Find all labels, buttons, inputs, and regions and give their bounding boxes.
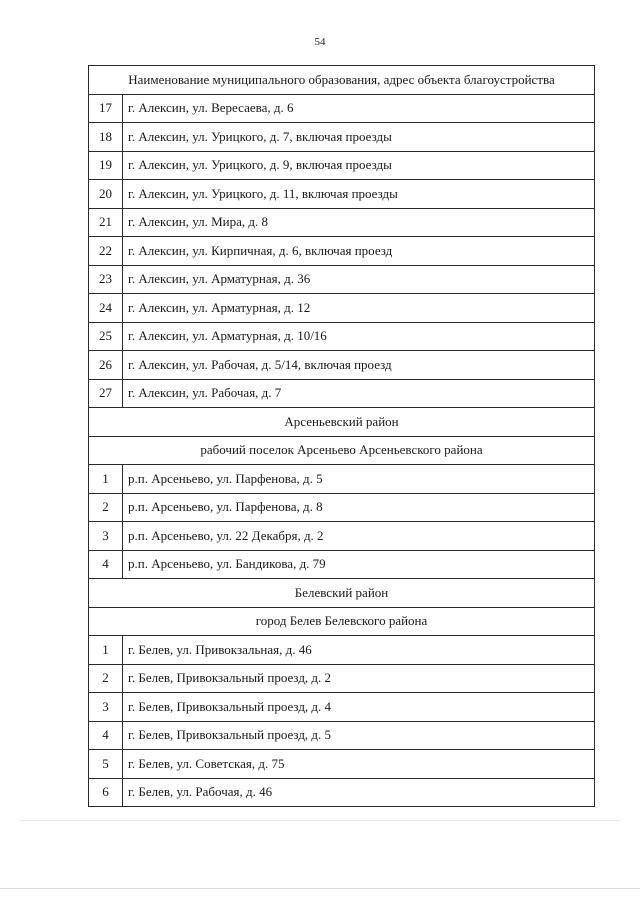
object-address: г. Белев, Привокзальный проезд, д. 2 — [123, 664, 595, 693]
table-row — [89, 693, 595, 722]
section-row — [89, 408, 595, 437]
row-number: 22 — [89, 237, 123, 266]
section-row — [89, 579, 595, 608]
row-number: 27 — [89, 379, 123, 408]
table-row — [89, 294, 595, 323]
row-number: 3 — [89, 693, 123, 722]
table-row — [89, 94, 595, 123]
object-address: г. Белев, ул. Привокзальная, д. 46 — [123, 636, 595, 665]
row-number: 3 — [89, 522, 123, 551]
object-address: г. Алексин, ул. Урицкого, д. 9, включая проезды — [123, 151, 595, 180]
row-number: 1 — [89, 636, 123, 665]
row-number: 5 — [89, 750, 123, 779]
table-header-row — [89, 66, 595, 95]
section-row — [89, 607, 595, 636]
table-row — [89, 123, 595, 152]
table-header: Наименование муниципального образования, адрес объекта благоустройства — [89, 66, 595, 95]
table-row — [89, 151, 595, 180]
row-number: 2 — [89, 664, 123, 693]
row-number: 25 — [89, 322, 123, 351]
table-row — [89, 721, 595, 750]
row-number: 2 — [89, 493, 123, 522]
row-number: 1 — [89, 465, 123, 494]
row-number: 4 — [89, 550, 123, 579]
row-number: 21 — [89, 208, 123, 237]
object-address: г. Белев, ул. Советская, д. 75 — [123, 750, 595, 779]
section-label: рабочий поселок Арсеньево Арсеньевского района — [89, 436, 595, 465]
row-number: 18 — [89, 123, 123, 152]
object-address: г. Алексин, ул. Арматурная, д. 36 — [123, 265, 595, 294]
object-address: г. Алексин, ул. Урицкого, д. 7, включая проезды — [123, 123, 595, 152]
object-address: р.п. Арсеньево, ул. Парфенова, д. 8 — [123, 493, 595, 522]
table-row — [89, 208, 595, 237]
row-number: 19 — [89, 151, 123, 180]
table-row — [89, 351, 595, 380]
table-row — [89, 322, 595, 351]
table-row — [89, 636, 595, 665]
object-address: г. Алексин, ул. Мира, д. 8 — [123, 208, 595, 237]
row-number: 4 — [89, 721, 123, 750]
object-address: р.п. Арсеньево, ул. Парфенова, д. 5 — [123, 465, 595, 494]
object-address: г. Алексин, ул. Рабочая, д. 7 — [123, 379, 595, 408]
section-label: Арсеньевский район — [89, 408, 595, 437]
table-row — [89, 180, 595, 209]
table-row — [89, 379, 595, 408]
row-number: 20 — [89, 180, 123, 209]
table-row — [89, 265, 595, 294]
row-number: 17 — [89, 94, 123, 123]
table-row — [89, 550, 595, 579]
scan-artifact-line — [0, 888, 640, 889]
table-row — [89, 465, 595, 494]
section-label: Белевский район — [89, 579, 595, 608]
page-number: 54 — [314, 36, 326, 48]
section-row — [89, 436, 595, 465]
row-number: 26 — [89, 351, 123, 380]
object-address: г. Белев, Привокзальный проезд, д. 4 — [123, 693, 595, 722]
scan-artifact-line — [20, 820, 620, 821]
table-row — [89, 522, 595, 551]
object-address: р.п. Арсеньево, ул. Бандикова, д. 79 — [123, 550, 595, 579]
object-address: г. Алексин, ул. Арматурная, д. 10/16 — [123, 322, 595, 351]
row-number: 23 — [89, 265, 123, 294]
object-address: г. Алексин, ул. Вересаева, д. 6 — [123, 94, 595, 123]
object-address: г. Алексин, ул. Арматурная, д. 12 — [123, 294, 595, 323]
object-address: г. Белев, Привокзальный проезд, д. 5 — [123, 721, 595, 750]
table-row — [89, 237, 595, 266]
object-address: г. Алексин, ул. Рабочая, д. 5/14, включая проезд — [123, 351, 595, 380]
improvement-objects-table — [88, 65, 595, 807]
table-row — [89, 750, 595, 779]
row-number: 24 — [89, 294, 123, 323]
object-address: р.п. Арсеньево, ул. 22 Декабря, д. 2 — [123, 522, 595, 551]
table-row — [89, 493, 595, 522]
table-row — [89, 664, 595, 693]
section-label: город Белев Белевского района — [89, 607, 595, 636]
object-address: г. Алексин, ул. Урицкого, д. 11, включая проезды — [123, 180, 595, 209]
object-address: г. Белев, ул. Рабочая, д. 46 — [123, 778, 595, 807]
table-body — [89, 94, 595, 807]
table-row — [89, 778, 595, 807]
row-number: 6 — [89, 778, 123, 807]
object-address: г. Алексин, ул. Кирпичная, д. 6, включая проезд — [123, 237, 595, 266]
